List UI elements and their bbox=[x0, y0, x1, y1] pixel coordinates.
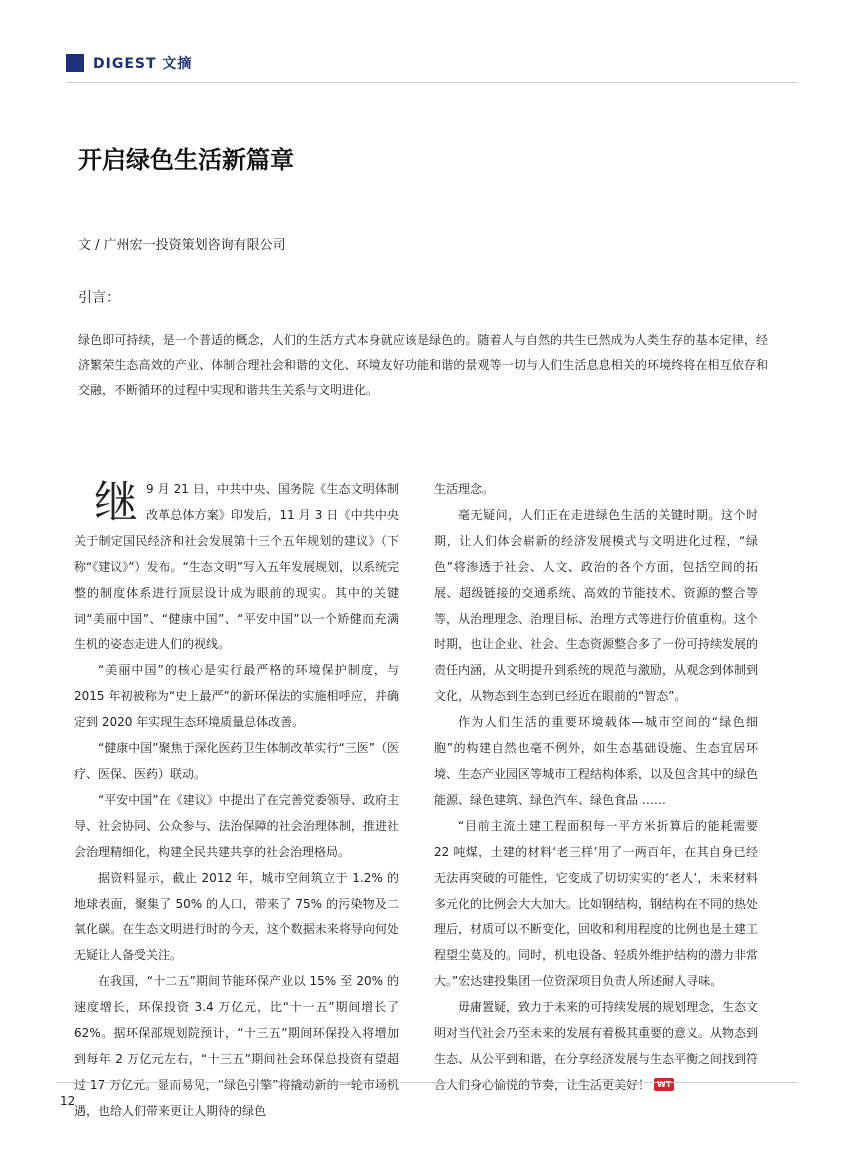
body-paragraph-6: 在我国，“十二五”期间节能环保产业以 15% 至 20% 的速度增长，环保投资 3.4 万亿元，比“十一五”期间增长了 62%。据环保部规划院预计，“十三五”期间环保投入将增加到每年 2 万亿元左右，“十三五”期间社会环保总投资有望超过 17 万亿元。显而易见，“绿色引擎”将撬动新的一轮市场机遇，也给人们带来更让人期待的绿色 bbox=[74, 974, 399, 1118]
section-color-block bbox=[66, 54, 84, 72]
body-paragraph-4: “平安中国”在《建议》中提出了在完善党委领导、政府主导、社会协同、公众参与、法治保障的社会治理体制，推进社会治理精细化，构建全民共建共享的社会治理格局。 bbox=[74, 792, 399, 859]
body-paragraph-7: 毫无疑问，人们正在走进绿色生活的关键时期。这个时期，让人们体会崭新的经济发展模式与文明进化过程，“绿色”将渗透于社会、人文、政治的各个方面，包括空间的拓展、超级链接的交通系统、高效的节能技术、资源的整合等等，从治理理念、治理目标、治理方式等进行价值重构。这个时期，也让企业、社会、生态资源整合多了一份可持续发展的责任内涵，从文明提升到系统的规范与激励，从观念到体制到文化，从物态到生态到已经近在眼前的“智态”。 bbox=[434, 507, 759, 704]
header-divider bbox=[66, 82, 798, 83]
article-byline: 文 / 广州宏一投资策划咨询有限公司 bbox=[78, 238, 286, 253]
body-paragraph-8: 作为人们生活的重要环境载体—城市空间的“绿色细胞”的构建自然也毫不例外，如生态基础设施、生态宜居环境、生态产业园区等城市工程结构体系，以及包含其中的绿色能源、绿色建筑、绿色汽车、绿色食品 …… bbox=[434, 715, 759, 807]
page-number: 12 bbox=[60, 1094, 76, 1108]
body-paragraph-5: 据资料显示，截止 2012 年，城市空间筑立于 1.2% 的地球表面，聚集了 50% 的人口，带来了 75% 的污染物及二氧化碳。在生态文明进行时的今天，这个数据未来将导向何处无疑让人备受关注。 bbox=[74, 870, 399, 963]
article-title: 开启绿色生活新篇章 bbox=[78, 146, 294, 174]
intro-paragraph: 绿色即可持续，是一个普适的概念，人们的生活方式本身就应该是绿色的。随着人与自然的共生已然成为人类生存的基本定律，经济繁荣生态高效的产业、体制合理社会和谐的文化、环境友好功能和谐的景观等一切与人们生活息息相关的环境终将在相互依存和交融，不断循环的过程中实现和谐共生关系与文明进化。 bbox=[78, 333, 768, 397]
closing-paragraph bbox=[434, 995, 758, 1099]
body-paragraph-1 bbox=[74, 477, 399, 658]
continuation-text: 生活理念。 bbox=[434, 482, 495, 496]
intro-label: 引言： bbox=[78, 290, 120, 306]
end-mark-logo: WT bbox=[654, 1078, 674, 1091]
right-column bbox=[434, 477, 758, 1099]
section-label: DIGEST 文摘 bbox=[93, 56, 193, 72]
body-paragraph-3: “健康中国”聚焦于深化医药卫生体制改革实行“三医”（医疗、医保、医药）联动。 bbox=[74, 741, 399, 781]
closing-paragraph-text: 毋庸置疑，致力于未来的可持续发展的规划理念，生态文明对当代社会乃至未来的发展有着极其重要的意义。从物态到生态、从公平到和谐，在分享经济发展与生态平衡之间找到符合人们身心愉悦的节奏，让生活更美好！ bbox=[434, 1000, 759, 1092]
body-paragraph-1-text: 9 月 21 日，中共中央、国务院《生态文明体制改革总体方案》印发后，11 月 3 日《中共中央关于制定国民经济和社会发展第十三个五年规划的建议》（下称“《建议》”）发布。“生态文明”写入五年发展规划，以系统完整的制度体系进行顶层设计成为眼前的现实。其中的关键词“美丽中国”、“健康中国”、“平安中国”以一个矫健而充满生机的姿态走进人们的视线。 bbox=[74, 482, 399, 652]
left-column bbox=[74, 477, 399, 1125]
drop-cap: 继 bbox=[94, 477, 138, 528]
footer-divider bbox=[56, 1082, 798, 1083]
section-header bbox=[66, 52, 192, 74]
body-paragraph-2: “美丽中国”的核心是实行最严格的环境保护制度，与 2015 年初被称为“史上最严”的新环保法的实施相呼应，并确定到 2020 年实现生态环境质量总体改善。 bbox=[74, 663, 399, 730]
body-paragraph-9: “目前主流土建工程面积每一平方米折算后的能耗需要 22 吨煤，土建的材料‘老三样’用了一两百年，在其自身已经无法再突破的可能性，它变成了切切实实的‘老人’，未来材料多元化的比例会大大加大。比如钢结构，钢结构在不同的热处理后，材质可以不断变化，回收和利用程度的比例也是土建工程望尘莫及的。同时，机电设备、轻质外维护结构的潜力非常大。”宏达建投集团一位资深项目负责人所述耐人寻味。 bbox=[434, 818, 759, 989]
